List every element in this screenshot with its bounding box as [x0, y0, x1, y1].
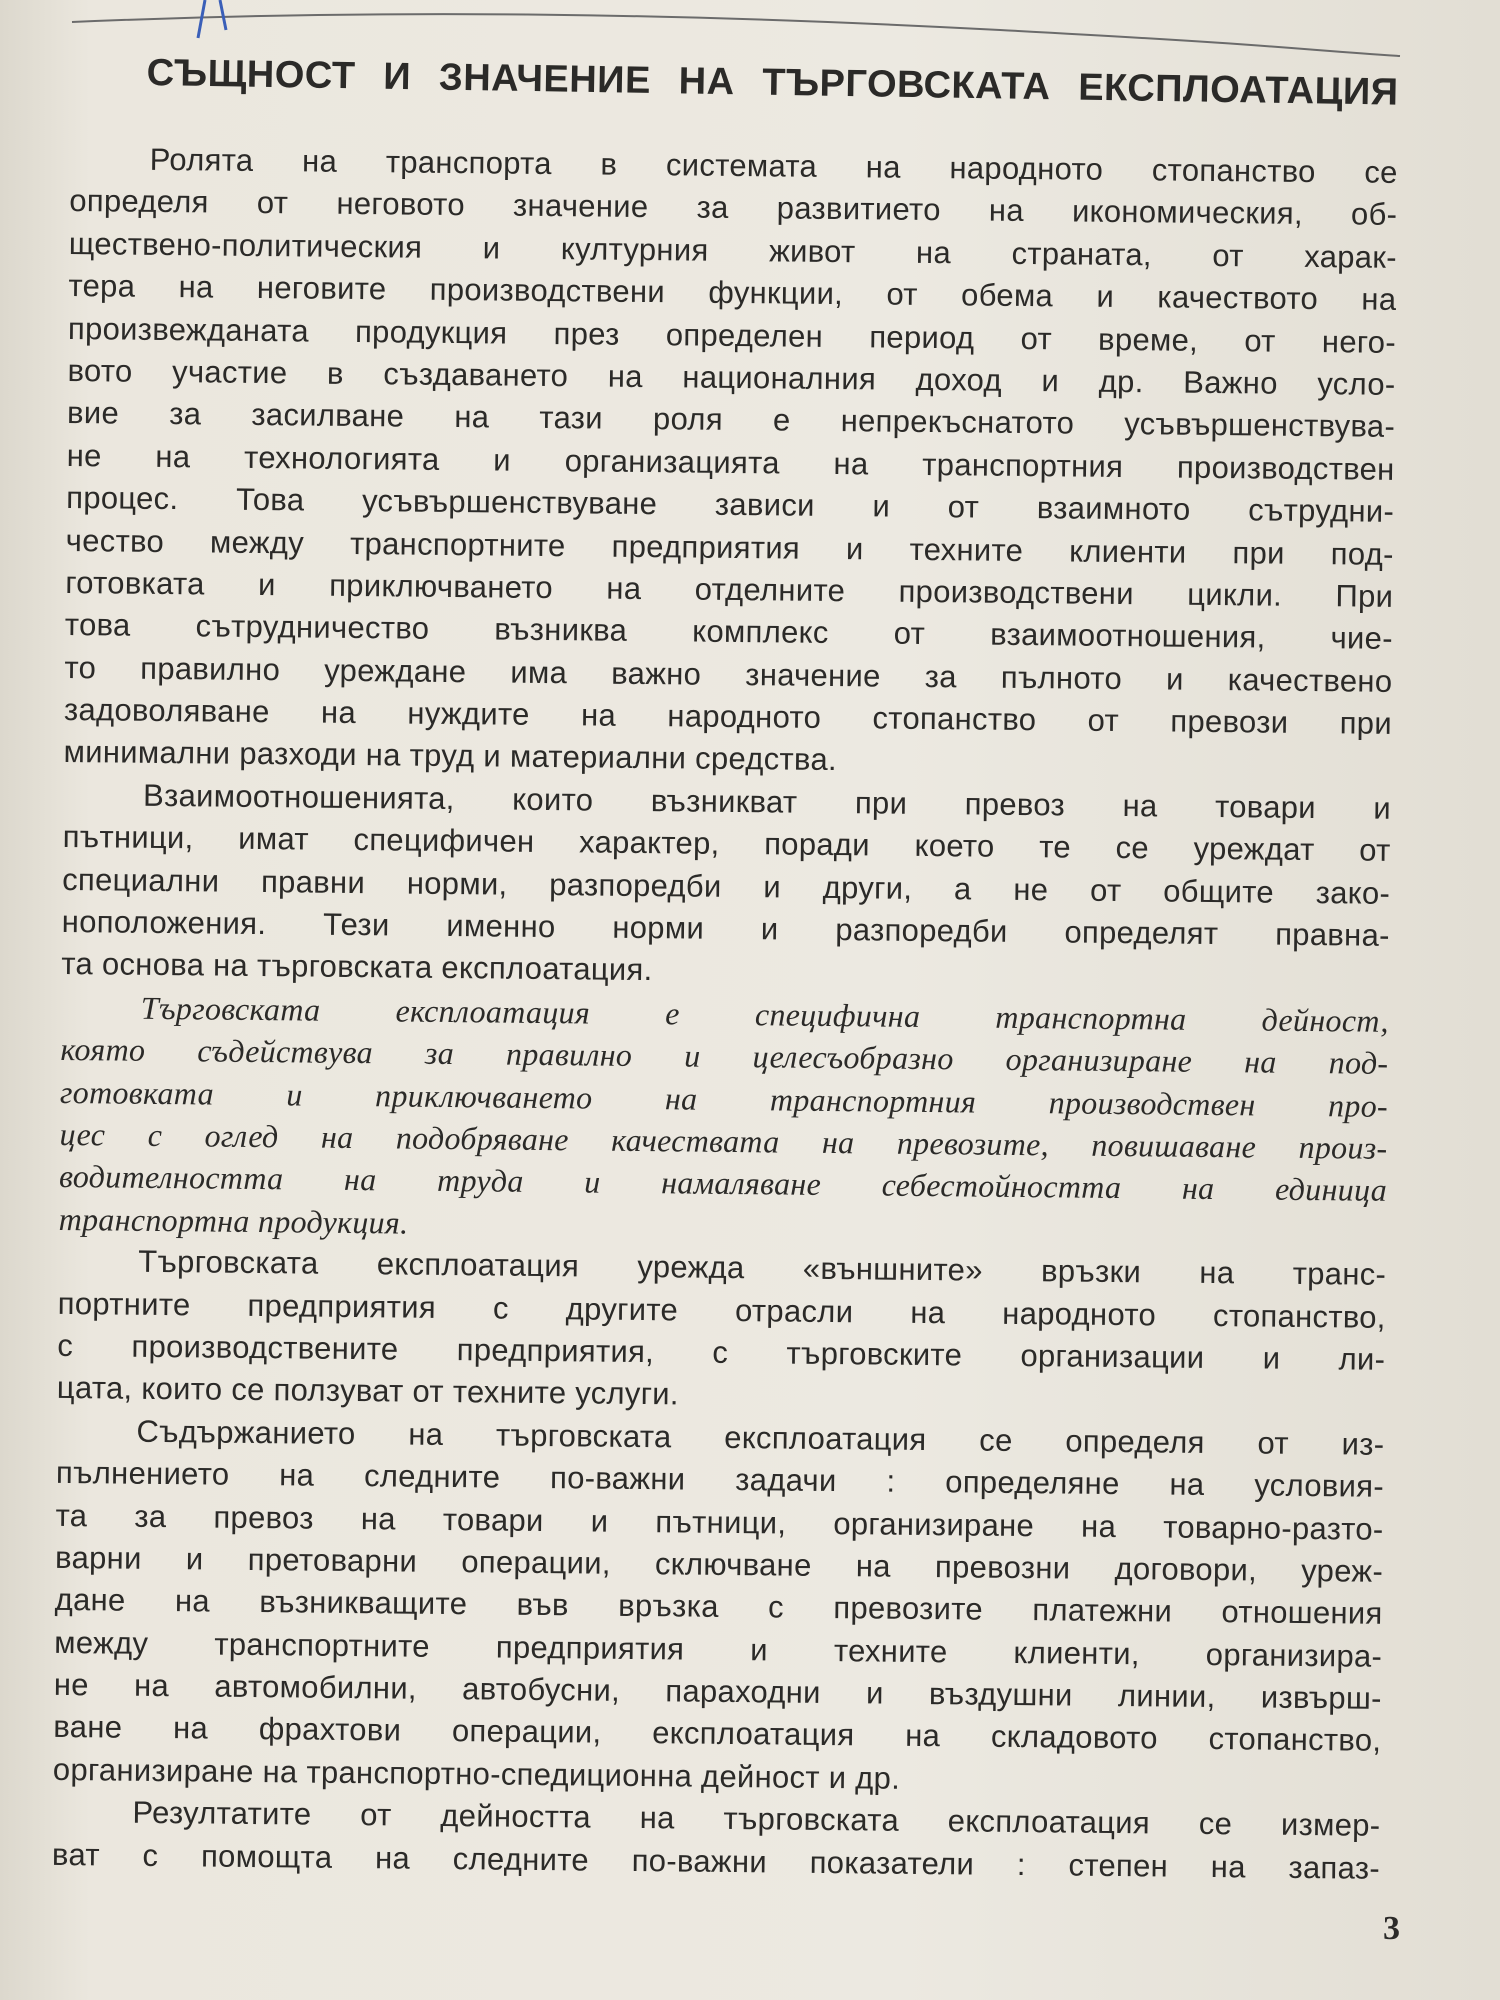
text-line: вие за засилване на тази роля е непрекъснатото усъвършенствува- [66, 395, 1396, 445]
text-line: транспортна продукция. [58, 1200, 409, 1241]
text-line: водителността на труда и намаляване себестойността на единица [58, 1158, 1388, 1209]
text-line: варни и претоварни операции, сключване на превозни договори, уреж- [54, 1539, 1384, 1589]
text-line: готовката и приключването на транспортния производствен про- [59, 1073, 1389, 1124]
text-line: която съдействува за правилно и целесъобразно организиране на под- [60, 1031, 1389, 1082]
page-number: 3 [1383, 1910, 1400, 1947]
text-line: дане на възникващите във връзка с превозите платежни отношения [54, 1582, 1383, 1632]
text-line: не на технологията и организацията на транспортния производствен [66, 437, 1395, 487]
paragraph [52, 1791, 1381, 1890]
text-line: та основа на търговската експлоатация. [61, 946, 653, 988]
text-line: ществено-политическия и културния живот на страната, от харак- [68, 225, 1398, 275]
text-line: готовката и приключването на отделните производствени цикли. При [65, 564, 1394, 614]
chapter-title: СЪЩНОСТ И ЗНАЧЕНИЕ НА ТЪРГОВСКАТА ЕКСПЛОАТАЦИЯ [146, 52, 1399, 114]
text-line: организиране на транспортно-спедиционна дейност и др. [52, 1751, 901, 1796]
text-line: специални правни норми, разпоредби и други, а не от общите зако- [62, 861, 1391, 911]
text-line: Взаимоотношенията, които възникват при превоз на товари и [142, 777, 1392, 826]
text-line: Търговската експлоатация урежда «външните» връзки на транс- [138, 1243, 1387, 1293]
text-line: тера на неговите производствени функции, от обема и качеството на [68, 268, 1397, 318]
text-line: ноположения. Тези именно норми и разпоредби определят правна- [61, 903, 1390, 953]
text-line: процес. Това усъвършенствуване зависи и от взаимното сътрудни- [66, 480, 1395, 530]
text-line: та за превоз на товари и пътници, организиране на товарно-разто- [55, 1497, 1384, 1547]
paragraph [61, 774, 1391, 1000]
paragraph [53, 1410, 1385, 1805]
text-line: цата, които се ползуват от техните услуги. [56, 1370, 680, 1412]
text-line: между транспортните предприятия и техните клиенти, организира- [54, 1624, 1383, 1674]
text-line: това сътрудничество възниква комплекс от взаимоотношения, чие- [64, 607, 1394, 657]
definition-paragraph [58, 986, 1389, 1254]
text-line: задоволяване на нуждите на народното стопанство от превози при [63, 692, 1393, 741]
text-line: чество между транспортните предприятия и техните клиенти при под- [65, 522, 1394, 572]
text-line: ват с помощта на следните по-важни показатели : степен на запаз- [51, 1836, 1381, 1886]
text-line: то правилно уреждане има важно значение за пълното и качествено [64, 649, 1393, 699]
text-line: Резултатите от дейността на търговската експлоатация се измер- [132, 1794, 1381, 1844]
handwritten-mark [198, 0, 226, 38]
page-body [52, 138, 1398, 1890]
text-line: Съдържанието на търговската експлоатация се определя от из- [136, 1413, 1385, 1462]
paragraph [63, 138, 1398, 788]
text-line: определя от неговото значение за развитието на икономическия, об- [69, 183, 1398, 233]
text-line: портните предприятия с другите отрасли на народното стопанство, [57, 1285, 1386, 1335]
text-line: вото участие в създаването на националния доход и др. Важно усло- [67, 352, 1396, 402]
text-line: цес с оглед на подобряване качествата на превозите, повишаване произ- [59, 1115, 1388, 1166]
text-line: Търговската експлоатация е специфична транспортна дейност, [140, 989, 1390, 1039]
text-line: ване на фрахтови операции, експлоатация на складовото стопанство, [53, 1709, 1382, 1759]
text-line: минимални разходи на труд и материални средства. [63, 734, 838, 778]
text-line: пътници, имат специфичен характер, поради което те се уреждат от [62, 819, 1391, 869]
text-line: не на автомобилни, автобусни, параходни и въздушни линии, извърш- [53, 1666, 1382, 1716]
paragraph [57, 1240, 1387, 1423]
text-line: произвежданата продукция през определен период от време, от него- [67, 310, 1397, 360]
text-line: Ролята на транспорта в системата на народното стопанство се [149, 141, 1398, 190]
text-line: пълнението на следните по-важни задачи : определяне на условия- [55, 1455, 1385, 1504]
text-line: с производствените предприятия, с търговските организации и ли- [57, 1327, 1386, 1377]
